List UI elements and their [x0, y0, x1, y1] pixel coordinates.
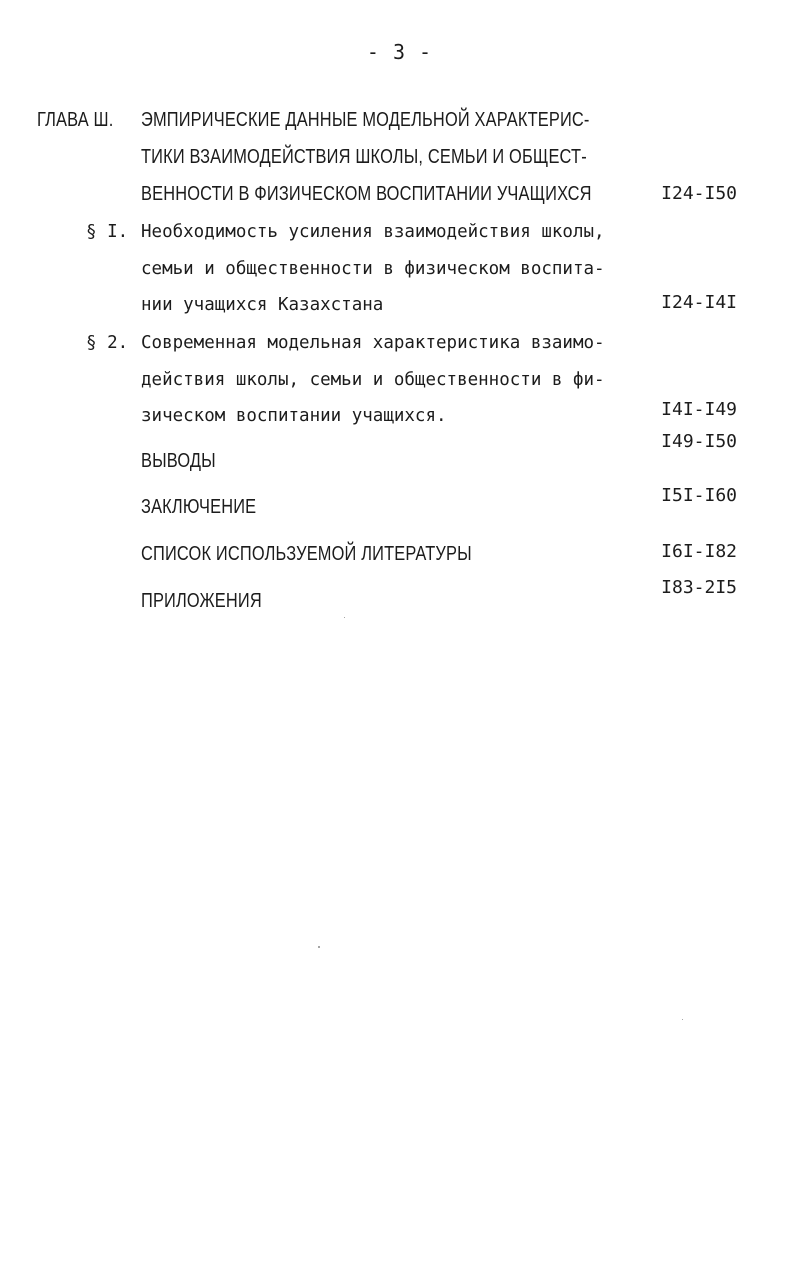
section-1-line-1: Необходимость усиления взаимодействия школы,: [141, 222, 605, 242]
chapter-title-line-2: ТИКИ ВЗАИМОДЕЙСТВИЯ ШКОЛЫ, СЕМЬИ И ОБЩЕСТ-: [141, 146, 587, 168]
section-2-pages: I4I-I49: [661, 399, 737, 420]
entry-summary-pages: I5I-I60: [661, 485, 737, 506]
page-number: - 3 -: [366, 40, 433, 64]
section-1-pages: I24-I4I: [661, 292, 737, 313]
entry-references: СПИСОК ИСПОЛЬЗУЕМОЙ ЛИТЕРАТУРЫ: [141, 543, 472, 565]
chapter-pages: I24-I50: [661, 183, 737, 204]
section-2-line-1: Современная модельная характеристика взаимо-: [141, 333, 605, 353]
entry-summary: ЗАКЛЮЧЕНИЕ: [141, 496, 257, 518]
chapter-title-line-3: ВЕННОСТИ В ФИЗИЧЕСКОМ ВОСПИТАНИИ УЧАЩИХСЯ: [141, 183, 592, 205]
entry-conclusions: ВЫВОДЫ: [141, 450, 216, 472]
scan-speck: [318, 946, 320, 948]
entry-appendices: ПРИЛОЖЕНИЯ: [141, 590, 262, 612]
scan-speck: [344, 617, 345, 618]
section-2-line-3: зическом воспитании учащихся.: [141, 406, 447, 426]
entry-references-pages: I6I-I82: [661, 541, 737, 562]
entry-conclusions-pages: I49-I50: [661, 431, 737, 452]
chapter-label: ГЛАВА Ш.: [37, 109, 114, 131]
scan-speck: [682, 1019, 683, 1020]
entry-appendices-pages: I83-2I5: [661, 577, 737, 598]
section-1-line-2: семьи и общественности в физическом воспита-: [141, 259, 605, 279]
section-1-label: § I.: [86, 222, 129, 242]
section-1-line-3: нии учащихся Казахстана: [141, 295, 384, 315]
section-2-line-2: действия школы, семьи и общественности в фи-: [141, 370, 605, 390]
section-2-label: § 2.: [86, 333, 129, 353]
chapter-title-line-1: ЭМПИРИЧЕСКИЕ ДАННЫЕ МОДЕЛЬНОЙ ХАРАКТЕРИС-: [141, 109, 590, 131]
